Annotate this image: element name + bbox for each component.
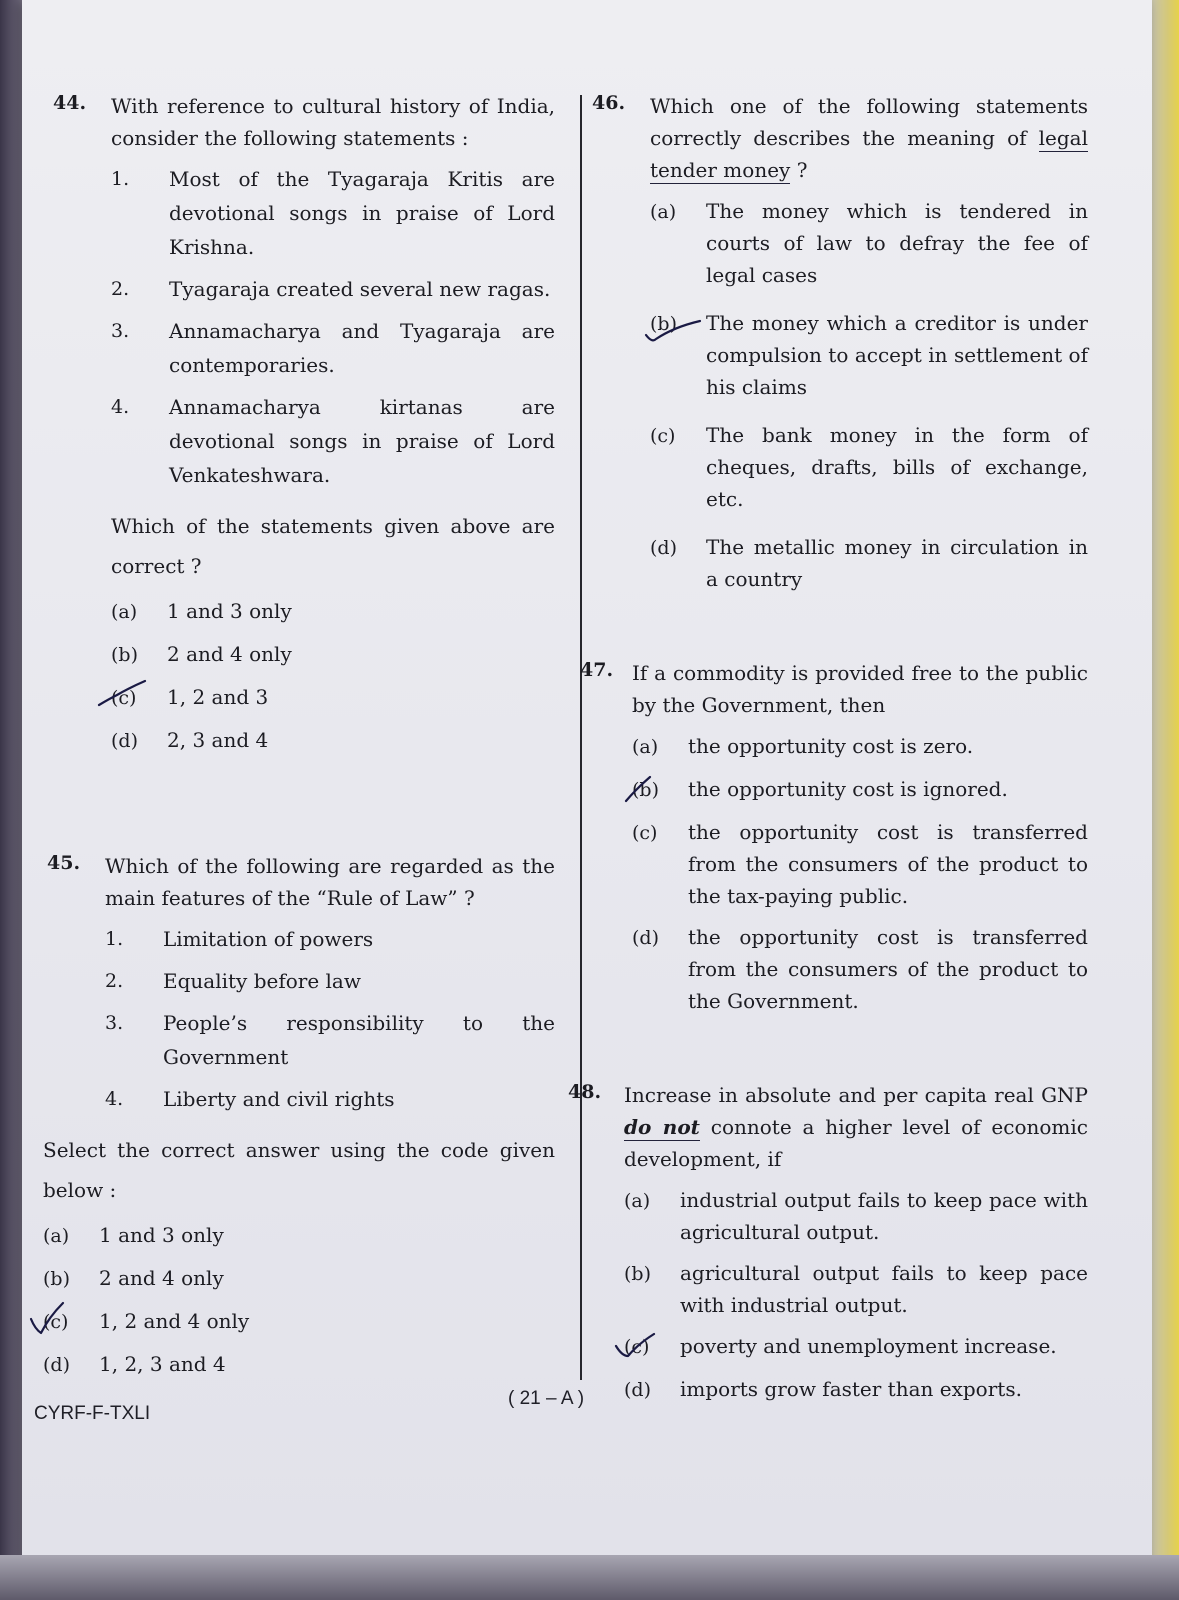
question-text-part: Which one of the following statements correctly describes the meaning of <box>650 94 1088 150</box>
option-label: (d) <box>111 730 138 752</box>
question-text <box>624 1079 1088 1175</box>
option-label: (a) <box>43 1225 70 1247</box>
statement-text: Most of the Tyagaraja Kritis are devotional songs in praise of Lord Krishna. <box>169 167 555 259</box>
statement-text: Limitation of powers <box>163 927 374 951</box>
question-text <box>650 90 1088 186</box>
statement-number: 2. <box>105 970 124 992</box>
question-44 <box>53 90 555 758</box>
option-label <box>650 307 706 403</box>
statement-text: Liberty and civil rights <box>163 1087 395 1111</box>
question-text-part: Increase in absolute and per capita real GNP <box>624 1083 1088 1107</box>
statement-text: Annamacharya and Tyagaraja are contemporaries. <box>169 319 555 377</box>
statement <box>111 390 555 492</box>
option-b[interactable] <box>624 1257 1088 1321</box>
option-text: 2 and 4 only <box>167 642 292 666</box>
option-d[interactable] <box>111 724 555 758</box>
question-number: 44. <box>53 92 87 114</box>
statement <box>105 1082 555 1116</box>
question-text: Which of the following are regarded as the main features of the “Rule of Law” ? <box>105 854 555 910</box>
option-c[interactable] <box>632 816 1088 912</box>
photo-background-bottom <box>0 1555 1179 1600</box>
statement <box>105 1006 555 1074</box>
option-label-text: (b) <box>632 779 659 801</box>
option-a[interactable] <box>43 1219 555 1253</box>
option-label-text: (c) <box>624 1336 650 1358</box>
option-text: industrial output fails to keep pace with agricultural output. <box>680 1188 1088 1244</box>
statement-number: 2. <box>111 278 130 300</box>
question-prompt: Which of the statements given above are correct ? <box>111 514 555 578</box>
right-column <box>568 90 1088 1407</box>
option-label <box>111 681 167 715</box>
question-prompt: Select the correct answer using the code given below : <box>43 1138 555 1202</box>
option-b[interactable] <box>111 638 555 672</box>
statement-number: 3. <box>105 1012 124 1034</box>
option-text: agricultural output fails to keep pace with industrial output. <box>680 1261 1088 1317</box>
option-label: (d) <box>624 1379 651 1401</box>
option-label: (d) <box>43 1354 70 1376</box>
question-number: 45. <box>47 852 81 874</box>
emphasized-term: do not <box>624 1115 700 1139</box>
option-c[interactable] <box>43 1305 555 1339</box>
question-text: With reference to cultural history of India, consider the following statements : <box>111 94 555 150</box>
question-45 <box>43 850 555 1382</box>
statement-number: 1. <box>105 928 124 950</box>
option-b[interactable] <box>650 307 1088 403</box>
statement <box>105 964 555 998</box>
option-a[interactable] <box>632 730 1088 764</box>
option-label-text: (b) <box>650 313 677 335</box>
option-label-text: (c) <box>111 687 137 709</box>
option-label-text: (c) <box>43 1311 69 1333</box>
booklet-code: CYRF-F-TXLI <box>34 1403 151 1424</box>
option-c[interactable] <box>650 419 1088 515</box>
option-text: 1 and 3 only <box>99 1223 224 1247</box>
option-text: The metallic money in circulation in a country <box>706 535 1088 591</box>
option-c[interactable] <box>624 1330 1088 1364</box>
option-label: (c) <box>650 425 676 447</box>
statement-text: Tyagaraja created several new ragas. <box>169 277 551 301</box>
option-d[interactable] <box>43 1348 555 1382</box>
option-text: 2 and 4 only <box>99 1266 224 1290</box>
option-label: (c) <box>632 822 658 844</box>
option-label: (d) <box>632 927 659 949</box>
option-label <box>43 1305 99 1339</box>
statement <box>105 922 555 956</box>
statement-number: 4. <box>105 1088 124 1110</box>
option-label <box>632 773 688 807</box>
statement-text: Annamacharya kirtanas are devotional songs in praise of Lord Venkateshwara. <box>169 395 555 487</box>
option-label: (a) <box>650 201 677 223</box>
option-label: (b) <box>43 1268 70 1290</box>
underlined-term: legal tender money <box>650 126 1088 182</box>
statement <box>111 162 555 264</box>
option-label: (a) <box>624 1190 651 1212</box>
option-label: (a) <box>111 601 138 623</box>
option-label: (b) <box>624 1263 651 1285</box>
question-number: 47. <box>580 659 614 681</box>
option-text: 1, 2 and 3 <box>167 685 269 709</box>
option-text: imports grow faster than exports. <box>680 1377 1022 1401</box>
option-a[interactable] <box>624 1184 1088 1248</box>
question-text-part: connote a higher level of economic development, if <box>624 1115 1088 1171</box>
question-text: If a commodity is provided free to the public by the Government, then <box>632 661 1088 717</box>
photo-background-right <box>1149 0 1179 1600</box>
option-text: The bank money in the form of cheques, drafts, bills of exchange, etc. <box>706 423 1088 511</box>
option-text: 1, 2, 3 and 4 <box>99 1352 226 1376</box>
option-d[interactable] <box>650 531 1088 595</box>
statement-number: 1. <box>111 168 130 190</box>
option-text: 2, 3 and 4 <box>167 728 269 752</box>
page-number: ( 21 – A ) <box>508 1388 585 1409</box>
option-text: poverty and unemployment increase. <box>680 1334 1057 1358</box>
question-text-part: ? <box>790 158 808 182</box>
statement-text: Equality before law <box>163 969 361 993</box>
option-text: the opportunity cost is transferred from the consumers of the product to the Government. <box>688 925 1088 1013</box>
option-text: The money which a creditor is under compulsion to accept in settlement of his claims <box>706 311 1088 399</box>
option-text: The money which is tendered in courts of law to defray the fee of legal cases <box>706 199 1088 287</box>
option-text: the opportunity cost is transferred from the consumers of the product to the tax-paying public. <box>688 820 1088 908</box>
statement-text: People’s responsibility to the Government <box>163 1011 555 1069</box>
option-d[interactable] <box>632 921 1088 1017</box>
statement-number: 4. <box>111 396 130 418</box>
option-text: the opportunity cost is zero. <box>688 734 974 758</box>
left-column <box>43 90 555 1382</box>
option-c[interactable] <box>111 681 555 715</box>
option-b[interactable] <box>43 1262 555 1296</box>
option-a[interactable] <box>111 595 555 629</box>
option-label <box>624 1330 680 1364</box>
option-b[interactable] <box>632 773 1088 807</box>
option-a[interactable] <box>650 195 1088 291</box>
option-label: (b) <box>111 644 138 666</box>
option-label: (d) <box>650 537 677 559</box>
option-label: (a) <box>632 736 659 758</box>
question-47 <box>580 657 1088 1017</box>
question-48 <box>568 1079 1088 1407</box>
question-number: 46. <box>592 92 626 114</box>
option-d[interactable] <box>624 1373 1088 1407</box>
statement <box>111 314 555 382</box>
statement <box>111 272 555 306</box>
option-text: the opportunity cost is ignored. <box>688 777 1008 801</box>
option-text: 1 and 3 only <box>167 599 292 623</box>
option-text: 1, 2 and 4 only <box>99 1309 250 1333</box>
statement-number: 3. <box>111 320 130 342</box>
question-46 <box>592 90 1088 595</box>
question-number: 48. <box>568 1081 602 1103</box>
